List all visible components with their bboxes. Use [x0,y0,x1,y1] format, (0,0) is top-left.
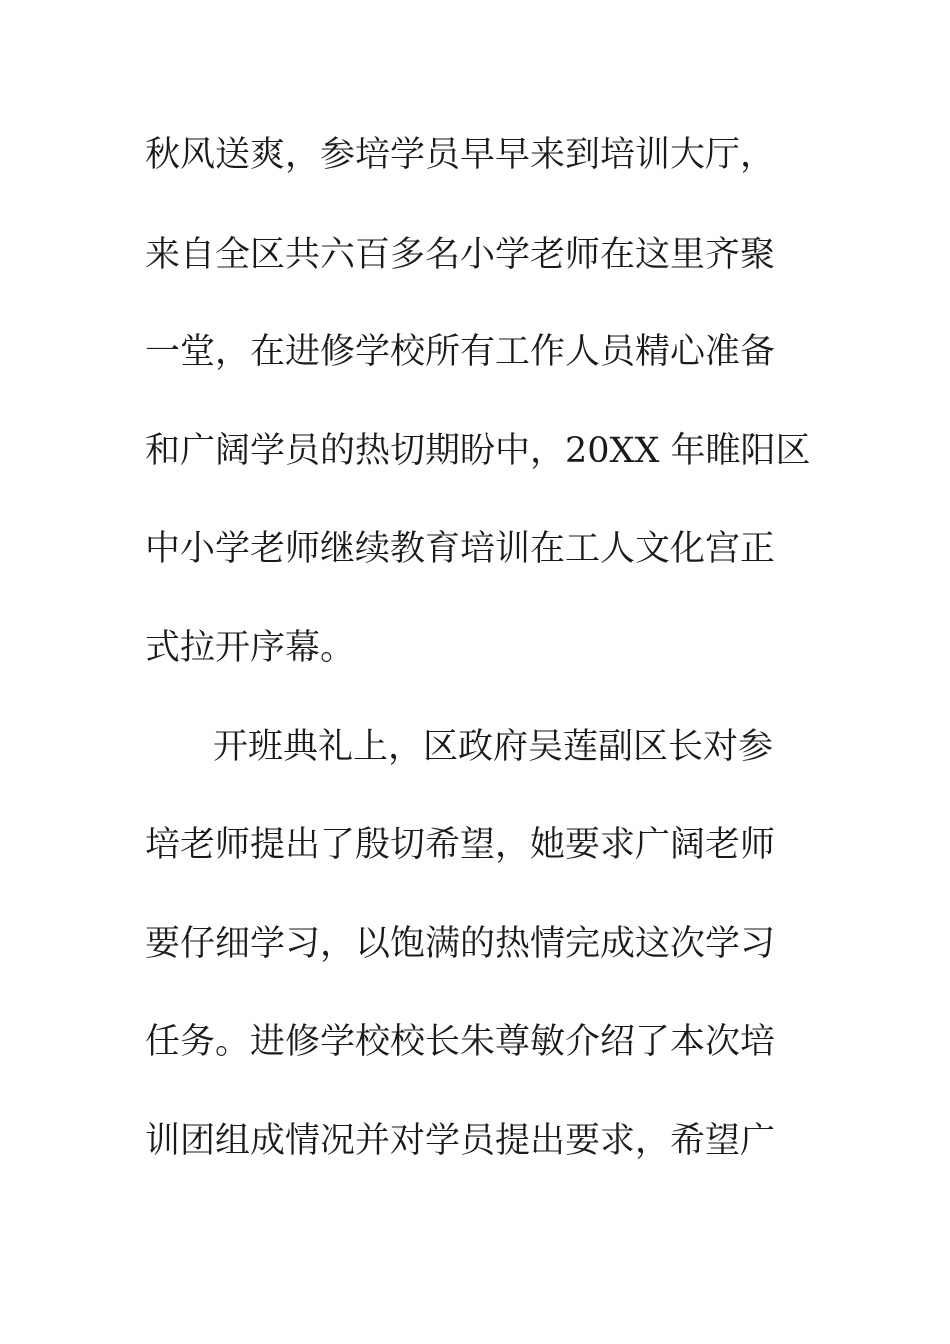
text-line: 任务。进修学校校长朱尊敏介绍了本次培 [145,1022,776,1062]
text-line: 中小学老师继续教育培训在工人文化宫正 [145,529,776,569]
text-line: 一堂，在进修学校所有工作人员精心准备 [145,332,776,372]
text-line: 开班典礼上，区政府吴莲副区长对参 [213,727,774,767]
text-line: 要仔细学习，以饱满的热情完成这次学习 [145,924,776,964]
text-line: 训团组成情况并对学员提出要求，希望广 [145,1121,776,1161]
text-line: 式拉开序幕。 [145,628,356,668]
text-line: 和广阔学员的热切期盼中，20XX 年睢阳区 [145,431,811,471]
text-line: 来自全区共六百多名小学老师在这里齐聚 [145,235,776,275]
text-line: 秋风送爽，参培学员早早来到培训大厅， [145,135,776,175]
text-line: 培老师提出了殷切希望，她要求广阔老师 [145,825,776,865]
